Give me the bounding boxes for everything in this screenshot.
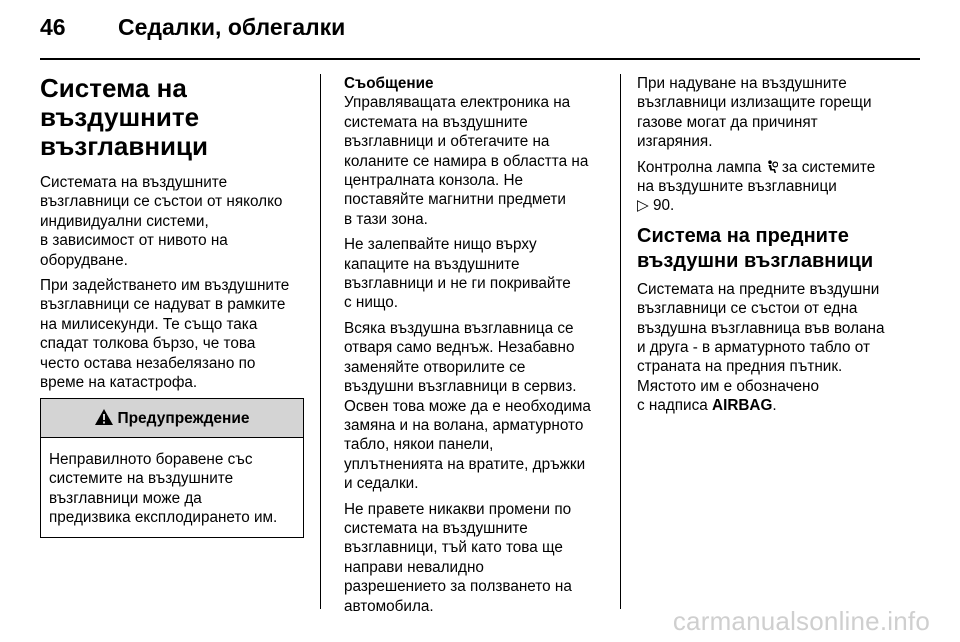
paragraph: Системата на въздушните възглавници се състои от няколко индивидуални системи, в зависимост от нивото на оборудване. bbox=[40, 174, 283, 269]
section-title-front-airbags: Система на предните въздушни възглавници bbox=[637, 224, 874, 272]
paragraph: Не правете никакви промени по системата на въздушните възглавници, тъй като това ще направи невалидно разрешението за ползването на автомобила. bbox=[344, 500, 572, 615]
text-span: Мястото им е обозначено с надписа bbox=[637, 377, 820, 415]
column-2 bbox=[344, 74, 606, 622]
paragraph: Управляващата електроника на системата на въздушните възглавници и обтегачите на коланите се намира в областта на централната конзола. Не поставяйте магнитни предмети в тази зона. bbox=[344, 94, 589, 228]
paragraph-airbag-label bbox=[637, 377, 903, 416]
column-3 bbox=[637, 74, 903, 422]
airbag-lamp-icon bbox=[766, 160, 778, 174]
page-ref-arrow-icon: ▷ bbox=[637, 197, 649, 215]
page-number: 46 bbox=[40, 14, 66, 40]
text-span: . bbox=[772, 397, 777, 415]
column-divider-2 bbox=[620, 74, 621, 609]
warning-title: Предупреждение bbox=[117, 410, 250, 428]
paragraph: Системата на предните въздушни възглавници се състои от една въздушна възглавница във волана и друга - в арматурното табло от страната на предния пътник. bbox=[637, 280, 885, 376]
page-header-title: Седалки, облегалки bbox=[118, 14, 346, 40]
warning-triangle-icon bbox=[94, 408, 114, 426]
column-divider-1 bbox=[320, 74, 321, 609]
paragraph: Всяка въздушна възглавница се отваря само веднъж. Незабавно заменяйте отворилите се въздушни възглавници в сервиз. Освен това може да е необходима замяна и на волана, арматурното табло, някои панели, уплътненията на вратите, дръжки и седалки. bbox=[344, 319, 591, 493]
paragraph: Не залепвайте нищо върху капаците на въздушните възглавници и не ги покривайте с нищо. bbox=[344, 236, 571, 312]
paragraph: При надуване на въздушните възглавници излизащите горещи газове могат да причинят изгаряния. bbox=[637, 75, 872, 151]
page-reference[interactable]: 90. bbox=[653, 197, 675, 215]
warning-text: Неправилното боравене със системите на въздушните възглавници може да предизвика експлодирането им. bbox=[49, 450, 278, 527]
text-span: за системите на въздушните възглавници bbox=[637, 158, 876, 196]
airbag-label: AIRBAG bbox=[712, 397, 773, 415]
column-1 bbox=[40, 74, 304, 538]
watermark: carmanualsonline.info bbox=[672, 606, 930, 636]
warning-header bbox=[41, 399, 303, 437]
paragraph-warning-lamp bbox=[637, 158, 903, 216]
header-rule bbox=[40, 58, 920, 60]
note-title: Съобщение bbox=[344, 75, 434, 92]
warning-box bbox=[40, 398, 304, 537]
page-header bbox=[40, 14, 345, 41]
text-span: Контролна лампа bbox=[637, 158, 766, 176]
section-title-airbag-system: Система на въздушните възглавници bbox=[40, 73, 209, 161]
paragraph: При задействането им въздушните възглавници се надуват в рамките на милисекунди. Те също така спадат толкова бързо, че това често остава незабелязано по време на катастрофа. bbox=[40, 277, 290, 392]
